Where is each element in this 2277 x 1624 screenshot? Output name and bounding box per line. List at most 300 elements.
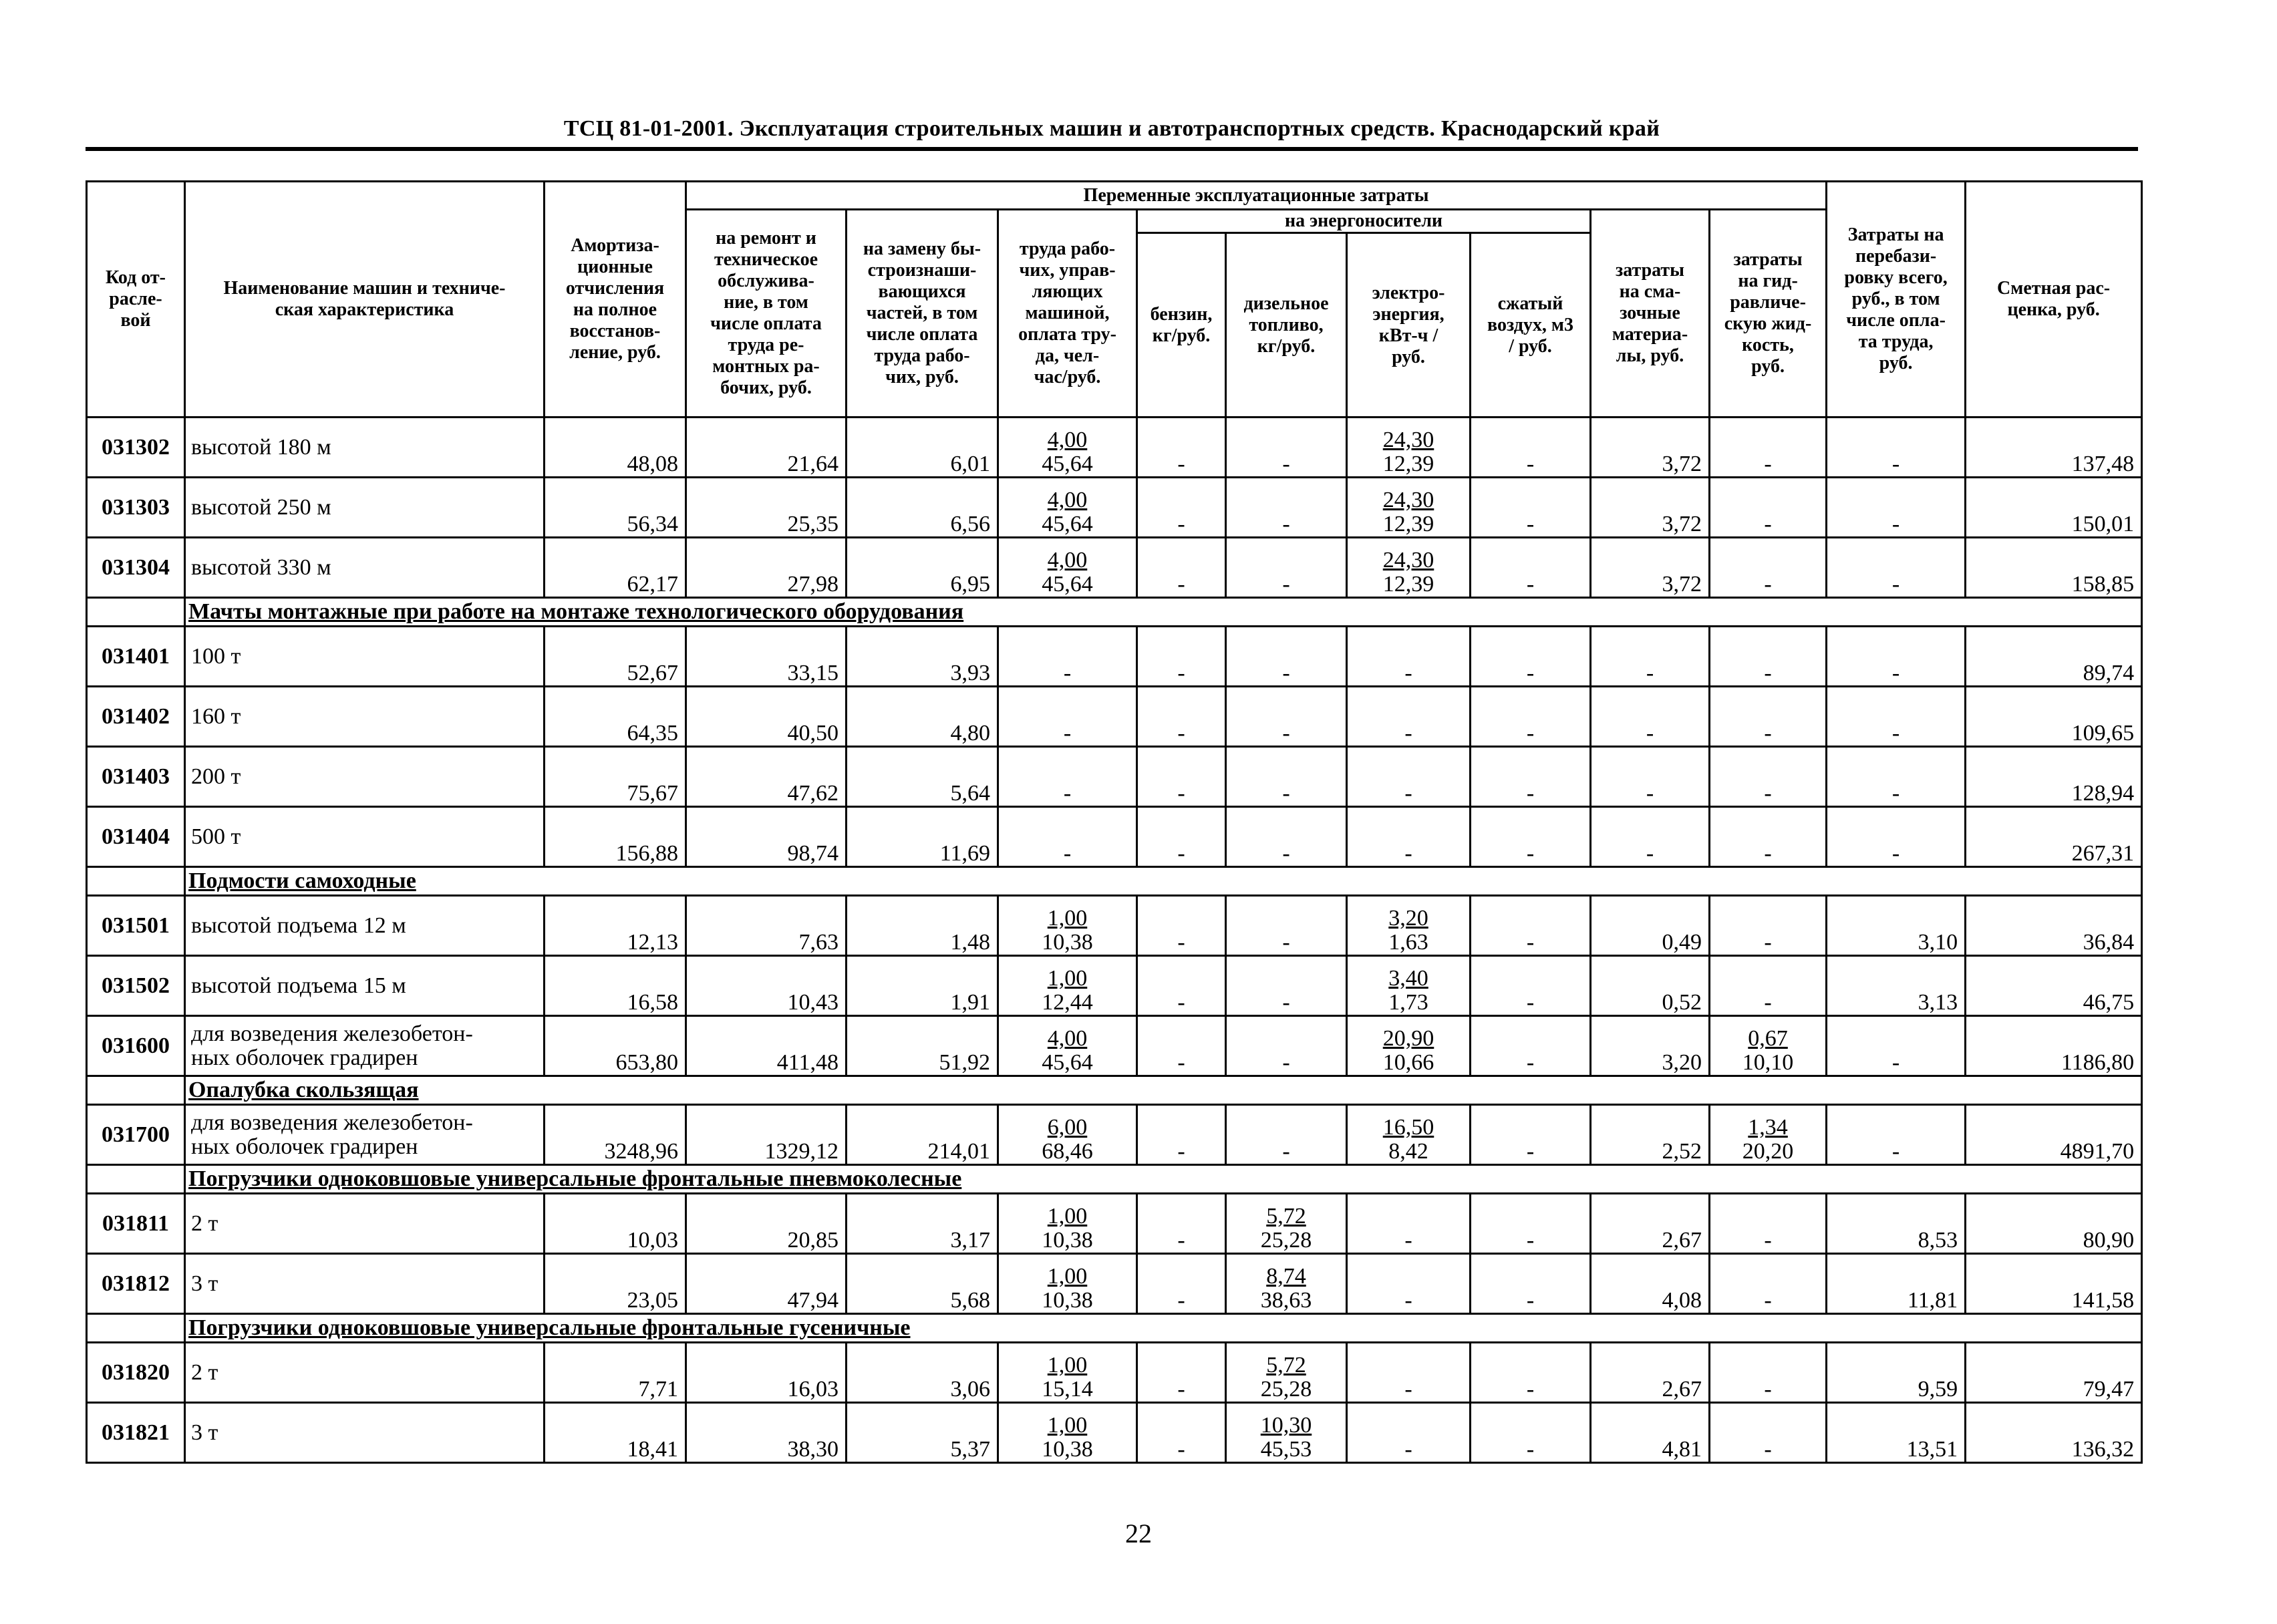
col-header-variable: Переменные эксплуатационные затраты	[686, 182, 1827, 210]
cell-labor-quantity: 1,00	[1047, 966, 1088, 991]
cell-electric: -	[1347, 1254, 1471, 1314]
cell-labor-quantity: 4,00	[1047, 548, 1088, 573]
cell-estimate: 109,65	[1966, 687, 2142, 747]
cell-labor-quantity: 1,00	[1047, 1353, 1088, 1377]
col-header-code: Код от- расле- вой	[87, 182, 185, 418]
cell-estimate: 267,31	[1966, 807, 2142, 867]
cell-amort: 48,08	[545, 418, 686, 478]
row-name: высотой подъема 15 м	[185, 956, 545, 1016]
col-header-energy: на энергоносители	[1137, 210, 1591, 233]
cell-relocation: -	[1827, 478, 1966, 538]
row-name: 200 т	[185, 747, 545, 807]
table-row	[87, 896, 2142, 956]
cell-estimate: 141,58	[1966, 1254, 2142, 1314]
cell-diesel	[1226, 1403, 1347, 1463]
row-name: для возведения железобетон- ных оболочек градирен	[185, 1016, 545, 1076]
cell-replace: 6,01	[847, 418, 998, 478]
cell-lubricant: 3,72	[1591, 478, 1710, 538]
cell-estimate: 89,74	[1966, 627, 2142, 687]
cell-labor	[998, 478, 1137, 538]
cell-electric: -	[1347, 1343, 1471, 1403]
cell-repair: 98,74	[686, 807, 847, 867]
cell-estimate: 128,94	[1966, 747, 2142, 807]
cell-amort: 64,35	[545, 687, 686, 747]
cell-electric	[1347, 956, 1471, 1016]
cell-labor	[998, 1105, 1137, 1165]
cell-petrol: -	[1137, 1254, 1226, 1314]
cell-petrol: -	[1137, 807, 1226, 867]
cell-repair: 40,50	[686, 687, 847, 747]
cell-air: -	[1471, 1016, 1591, 1076]
row-name: 2 т	[185, 1194, 545, 1254]
cell-repair: 411,48	[686, 1016, 847, 1076]
cell-repair: 27,98	[686, 538, 847, 598]
cell-hydraulic	[1710, 1016, 1827, 1076]
cell-air: -	[1471, 1254, 1591, 1314]
row-name: 500 т	[185, 807, 545, 867]
section-code-cell	[87, 867, 185, 896]
cell-estimate: 4891,70	[1966, 1105, 2142, 1165]
row-code: 031820	[87, 1343, 185, 1403]
cell-hydraulic: -	[1710, 896, 1827, 956]
cell-labor-cost: 68,46	[1042, 1139, 1093, 1164]
row-name: высотой подъема 12 м	[185, 896, 545, 956]
row-code: 031403	[87, 747, 185, 807]
cell-labor-quantity: 4,00	[1047, 428, 1088, 452]
row-name: высотой 330 м	[185, 538, 545, 598]
cell-diesel: -	[1226, 478, 1347, 538]
cell-lubricant: 4,81	[1591, 1403, 1710, 1463]
cell-electric-quantity: 20,90	[1382, 1026, 1434, 1051]
cell-hydraulic: -	[1710, 1194, 1827, 1254]
cell-replace: 6,95	[847, 538, 998, 598]
table-row	[87, 956, 2142, 1016]
col-header-electric: электро- энергия, кВт-ч / руб.	[1347, 233, 1471, 418]
row-name: для возведения железобетон- ных оболочек градирен	[185, 1105, 545, 1165]
cell-labor-quantity: 4,00	[1047, 488, 1088, 512]
cell-diesel-cost: 25,28	[1260, 1377, 1312, 1402]
cell-lubricant: -	[1591, 627, 1710, 687]
cell-repair: 1329,12	[686, 1105, 847, 1165]
cell-lubricant: 0,49	[1591, 896, 1710, 956]
cell-labor-quantity: 6,00	[1047, 1115, 1088, 1140]
cell-petrol: -	[1137, 747, 1226, 807]
cell-electric-cost: 12,39	[1382, 452, 1434, 476]
row-code: 031501	[87, 896, 185, 956]
row-code: 031402	[87, 687, 185, 747]
cell-air: -	[1471, 1105, 1591, 1165]
cell-diesel: -	[1226, 896, 1347, 956]
cell-relocation: 8,53	[1827, 1194, 1966, 1254]
cell-relocation: -	[1827, 418, 1966, 478]
col-header-labor: труда рабо- чих, управ- ляющих машиной, оплата тру- да, чел- час/руб.	[998, 210, 1137, 418]
cell-air: -	[1471, 627, 1591, 687]
cell-relocation: 3,13	[1827, 956, 1966, 1016]
cell-diesel: -	[1226, 1105, 1347, 1165]
cell-replace: 4,80	[847, 687, 998, 747]
cell-hydraulic: -	[1710, 1254, 1827, 1314]
cell-lubricant: 3,72	[1591, 538, 1710, 598]
col-header-replacement: на замену бы- строизнаши- вающихся частей, в том числе оплата труда рабо- чих, руб.	[847, 210, 998, 418]
cell-replace: 5,37	[847, 1403, 998, 1463]
section-row	[87, 1076, 2142, 1105]
cell-labor-cost: 45,64	[1042, 512, 1093, 536]
cell-air: -	[1471, 956, 1591, 1016]
cell-petrol: -	[1137, 1105, 1226, 1165]
cell-electric	[1347, 896, 1471, 956]
row-code: 031404	[87, 807, 185, 867]
cell-diesel-cost: 45,53	[1260, 1437, 1312, 1462]
row-name: высотой 180 м	[185, 418, 545, 478]
cell-electric-cost: 12,39	[1382, 512, 1434, 536]
cell-labor-cost: 15,14	[1042, 1377, 1093, 1402]
cell-air: -	[1471, 687, 1591, 747]
cell-air: -	[1471, 896, 1591, 956]
cell-diesel-quantity: 10,30	[1260, 1413, 1312, 1438]
cell-replace: 3,93	[847, 627, 998, 687]
cell-electric-cost: 12,39	[1382, 572, 1434, 597]
cell-labor-cost: 45,64	[1042, 572, 1093, 597]
cell-labor	[998, 896, 1137, 956]
cell-labor: -	[998, 747, 1137, 807]
cell-repair: 7,63	[686, 896, 847, 956]
cell-estimate: 158,85	[1966, 538, 2142, 598]
row-name: 3 т	[185, 1254, 545, 1314]
section-title: Погрузчики одноковшовые универсальные фронтальные гусеничные	[185, 1314, 2142, 1343]
cell-lubricant: 0,52	[1591, 956, 1710, 1016]
cell-petrol: -	[1137, 1343, 1226, 1403]
page-header: ТСЦ 81-01-2001. Эксплуатация строительных машин и автотранспортных средств. Краснодарский край	[563, 116, 1660, 141]
cell-repair: 25,35	[686, 478, 847, 538]
section-title: Подмости самоходные	[185, 867, 2142, 896]
table-row	[87, 627, 2142, 687]
cell-relocation: 13,51	[1827, 1403, 1966, 1463]
cell-labor-quantity: 1,00	[1047, 1264, 1088, 1289]
cell-amort: 12,13	[545, 896, 686, 956]
cell-amort: 10,03	[545, 1194, 686, 1254]
col-header-repair: на ремонт и техническое обслужива- ние, в том числе оплата труда ре- монтных ра- бочих, руб.	[686, 210, 847, 418]
cell-lubricant: 3,20	[1591, 1016, 1710, 1076]
cell-lubricant: 2,67	[1591, 1194, 1710, 1254]
cell-electric	[1347, 538, 1471, 598]
cell-amort: 3248,96	[545, 1105, 686, 1165]
cell-air: -	[1471, 1343, 1591, 1403]
cell-replace: 51,92	[847, 1016, 998, 1076]
table-body	[87, 418, 2142, 1463]
row-code: 031502	[87, 956, 185, 1016]
row-name: 100 т	[185, 627, 545, 687]
cell-replace: 5,68	[847, 1254, 998, 1314]
cell-hydraulic-quantity: 1,34	[1748, 1115, 1788, 1140]
section-row	[87, 1165, 2142, 1194]
cell-air: -	[1471, 538, 1591, 598]
cell-petrol: -	[1137, 896, 1226, 956]
cell-hydraulic: -	[1710, 747, 1827, 807]
cell-replace: 1,91	[847, 956, 998, 1016]
cell-repair: 10,43	[686, 956, 847, 1016]
table-row	[87, 1254, 2142, 1314]
cell-petrol: -	[1137, 418, 1226, 478]
cell-lubricant: 2,52	[1591, 1105, 1710, 1165]
cell-electric	[1347, 418, 1471, 478]
cell-labor	[998, 418, 1137, 478]
cell-replace: 5,64	[847, 747, 998, 807]
cell-labor	[998, 1254, 1137, 1314]
cell-labor	[998, 1016, 1137, 1076]
row-name: 3 т	[185, 1403, 545, 1463]
cell-lubricant: -	[1591, 807, 1710, 867]
cell-petrol: -	[1137, 956, 1226, 1016]
cell-relocation: 9,59	[1827, 1343, 1966, 1403]
cell-lubricant: 3,72	[1591, 418, 1710, 478]
table-row	[87, 478, 2142, 538]
cell-air: -	[1471, 418, 1591, 478]
cell-relocation: -	[1827, 1105, 1966, 1165]
cell-diesel	[1226, 1343, 1347, 1403]
cell-estimate: 150,01	[1966, 478, 2142, 538]
cell-hydraulic: -	[1710, 418, 1827, 478]
cell-diesel-quantity: 5,72	[1266, 1353, 1306, 1377]
cell-labor-cost: 10,38	[1042, 1288, 1093, 1313]
section-title: Мачты монтажные при работе на монтаже технологического оборудования	[185, 598, 2142, 627]
cell-labor	[998, 1403, 1137, 1463]
cell-diesel: -	[1226, 418, 1347, 478]
cell-repair: 47,62	[686, 747, 847, 807]
cell-labor-quantity: 1,00	[1047, 906, 1088, 931]
cell-repair: 21,64	[686, 418, 847, 478]
cell-hydraulic: -	[1710, 538, 1827, 598]
cell-electric-quantity: 24,30	[1382, 488, 1434, 512]
cell-labor-cost: 45,64	[1042, 452, 1093, 476]
section-title: Опалубка скользящая	[185, 1076, 2142, 1105]
cell-amort: 16,58	[545, 956, 686, 1016]
cell-air: -	[1471, 478, 1591, 538]
row-name: 2 т	[185, 1343, 545, 1403]
cell-replace: 1,48	[847, 896, 998, 956]
cell-labor	[998, 1343, 1137, 1403]
cell-electric	[1347, 1016, 1471, 1076]
section-row	[87, 1314, 2142, 1343]
cell-diesel: -	[1226, 627, 1347, 687]
cell-replace: 3,06	[847, 1343, 998, 1403]
cell-petrol: -	[1137, 1403, 1226, 1463]
row-code: 031600	[87, 1016, 185, 1076]
table-row	[87, 807, 2142, 867]
cell-electric-quantity: 3,40	[1388, 966, 1428, 991]
row-code: 031812	[87, 1254, 185, 1314]
section-code-cell	[87, 1314, 185, 1343]
section-code-cell	[87, 1165, 185, 1194]
cell-estimate: 36,84	[1966, 896, 2142, 956]
table-row	[87, 1016, 2142, 1076]
cell-repair: 38,30	[686, 1403, 847, 1463]
cell-lubricant: 4,08	[1591, 1254, 1710, 1314]
cell-labor	[998, 956, 1137, 1016]
cell-diesel-quantity: 5,72	[1266, 1204, 1306, 1229]
table-row	[87, 418, 2142, 478]
cell-repair: 33,15	[686, 627, 847, 687]
cell-labor-quantity: 1,00	[1047, 1413, 1088, 1438]
row-code: 031304	[87, 538, 185, 598]
cell-diesel: -	[1226, 747, 1347, 807]
cell-electric-quantity: 24,30	[1382, 428, 1434, 452]
cell-amort: 23,05	[545, 1254, 686, 1314]
row-name: 160 т	[185, 687, 545, 747]
cell-lubricant: -	[1591, 687, 1710, 747]
cell-amort: 62,17	[545, 538, 686, 598]
cell-labor-cost: 10,38	[1042, 930, 1093, 955]
cell-petrol: -	[1137, 687, 1226, 747]
cell-diesel: -	[1226, 807, 1347, 867]
cell-labor-quantity: 1,00	[1047, 1204, 1088, 1229]
cell-diesel	[1226, 1254, 1347, 1314]
cell-diesel-cost: 25,28	[1260, 1228, 1312, 1253]
cell-electric: -	[1347, 1194, 1471, 1254]
cell-diesel: -	[1226, 1016, 1347, 1076]
row-code: 031811	[87, 1194, 185, 1254]
cell-air: -	[1471, 807, 1591, 867]
cell-replace: 6,56	[847, 478, 998, 538]
cell-amort: 7,71	[545, 1343, 686, 1403]
cell-hydraulic: -	[1710, 687, 1827, 747]
cell-relocation: -	[1827, 1016, 1966, 1076]
cell-labor	[998, 1194, 1137, 1254]
row-code: 031700	[87, 1105, 185, 1165]
section-title: Погрузчики одноковшовые универсальные фронтальные пневмоколесные	[185, 1165, 2142, 1194]
cell-lubricant: -	[1591, 747, 1710, 807]
cell-labor-cost: 10,38	[1042, 1437, 1093, 1462]
section-row	[87, 598, 2142, 627]
cell-estimate: 80,90	[1966, 1194, 2142, 1254]
cell-electric-cost: 10,66	[1382, 1050, 1434, 1075]
cell-lubricant: 2,67	[1591, 1343, 1710, 1403]
cell-amort: 52,67	[545, 627, 686, 687]
table-row	[87, 1343, 2142, 1403]
cell-labor-quantity: 4,00	[1047, 1026, 1088, 1051]
cell-hydraulic-quantity: 0,67	[1748, 1026, 1788, 1051]
table-row	[87, 538, 2142, 598]
cell-relocation: -	[1827, 807, 1966, 867]
cell-replace: 3,17	[847, 1194, 998, 1254]
cell-labor	[998, 538, 1137, 598]
cell-amort: 75,67	[545, 747, 686, 807]
cell-petrol: -	[1137, 627, 1226, 687]
cell-repair: 47,94	[686, 1254, 847, 1314]
table-row	[87, 687, 2142, 747]
col-header-amortization: Амортиза- ционные отчисления на полное восстанов- ление, руб.	[545, 182, 686, 418]
cell-relocation: 3,10	[1827, 896, 1966, 956]
cell-diesel-cost: 38,63	[1260, 1288, 1312, 1313]
cell-diesel-quantity: 8,74	[1266, 1264, 1306, 1289]
col-header-petrol: бензин, кг/руб.	[1137, 233, 1226, 418]
cell-repair: 20,85	[686, 1194, 847, 1254]
cell-relocation: 11,81	[1827, 1254, 1966, 1314]
cell-hydraulic	[1710, 1105, 1827, 1165]
cell-labor-cost: 12,44	[1042, 990, 1093, 1015]
row-name: высотой 250 м	[185, 478, 545, 538]
row-code: 031302	[87, 418, 185, 478]
cell-replace: 11,69	[847, 807, 998, 867]
table-row	[87, 1105, 2142, 1165]
cell-diesel: -	[1226, 956, 1347, 1016]
cell-relocation: -	[1827, 687, 1966, 747]
cell-hydraulic: -	[1710, 807, 1827, 867]
cell-hydraulic: -	[1710, 1343, 1827, 1403]
cell-hydraulic: -	[1710, 478, 1827, 538]
cell-labor: -	[998, 627, 1137, 687]
header-rule	[86, 147, 2138, 151]
cell-amort: 56,34	[545, 478, 686, 538]
section-code-cell	[87, 1076, 185, 1105]
col-header-air: сжатый воздух, м3 / руб.	[1471, 233, 1591, 418]
cell-petrol: -	[1137, 1016, 1226, 1076]
cell-hydraulic-cost: 20,20	[1742, 1139, 1794, 1164]
cell-relocation: -	[1827, 747, 1966, 807]
cell-electric: -	[1347, 1403, 1471, 1463]
cell-diesel: -	[1226, 538, 1347, 598]
cell-labor: -	[998, 687, 1137, 747]
cell-estimate: 136,32	[1966, 1403, 2142, 1463]
cell-petrol: -	[1137, 478, 1226, 538]
col-header-diesel: дизельное топливо, кг/руб.	[1226, 233, 1347, 418]
cell-estimate: 79,47	[1966, 1343, 2142, 1403]
cell-diesel	[1226, 1194, 1347, 1254]
row-code: 031303	[87, 478, 185, 538]
cell-electric: -	[1347, 747, 1471, 807]
cell-electric	[1347, 1105, 1471, 1165]
cell-electric-cost: 8,42	[1388, 1139, 1428, 1164]
page-number: 22	[1125, 1518, 1152, 1549]
cell-electric-quantity: 16,50	[1382, 1115, 1434, 1140]
cell-petrol: -	[1137, 1194, 1226, 1254]
cell-electric: -	[1347, 627, 1471, 687]
col-header-lubricant: затраты на сма- зочные материа- лы, руб.	[1591, 210, 1710, 418]
cell-estimate: 46,75	[1966, 956, 2142, 1016]
cell-hydraulic-cost: 10,10	[1742, 1050, 1794, 1075]
cell-diesel: -	[1226, 687, 1347, 747]
section-row	[87, 867, 2142, 896]
cell-hydraulic: -	[1710, 1403, 1827, 1463]
table-row	[87, 747, 2142, 807]
cell-estimate: 137,48	[1966, 418, 2142, 478]
cell-electric-quantity: 24,30	[1382, 548, 1434, 573]
row-code: 031401	[87, 627, 185, 687]
cell-electric-cost: 1,73	[1388, 990, 1428, 1015]
table-header	[87, 182, 2142, 418]
cell-hydraulic: -	[1710, 627, 1827, 687]
col-header-name: Наименование машин и техниче- ская характеристика	[185, 182, 545, 418]
cell-air: -	[1471, 747, 1591, 807]
section-code-cell	[87, 598, 185, 627]
cell-labor-cost: 45,64	[1042, 1050, 1093, 1075]
cell-electric-cost: 1,63	[1388, 930, 1428, 955]
cell-electric	[1347, 478, 1471, 538]
cell-repair: 16,03	[686, 1343, 847, 1403]
cell-labor-cost: 10,38	[1042, 1228, 1093, 1253]
cell-replace: 214,01	[847, 1105, 998, 1165]
cell-electric-quantity: 3,20	[1388, 906, 1428, 931]
rates-table	[86, 180, 2143, 1464]
cell-relocation: -	[1827, 627, 1966, 687]
row-code: 031821	[87, 1403, 185, 1463]
cell-air: -	[1471, 1194, 1591, 1254]
cell-air: -	[1471, 1403, 1591, 1463]
cell-electric: -	[1347, 807, 1471, 867]
cell-hydraulic: -	[1710, 956, 1827, 1016]
cell-estimate: 1186,80	[1966, 1016, 2142, 1076]
table-row	[87, 1194, 2142, 1254]
cell-electric: -	[1347, 687, 1471, 747]
